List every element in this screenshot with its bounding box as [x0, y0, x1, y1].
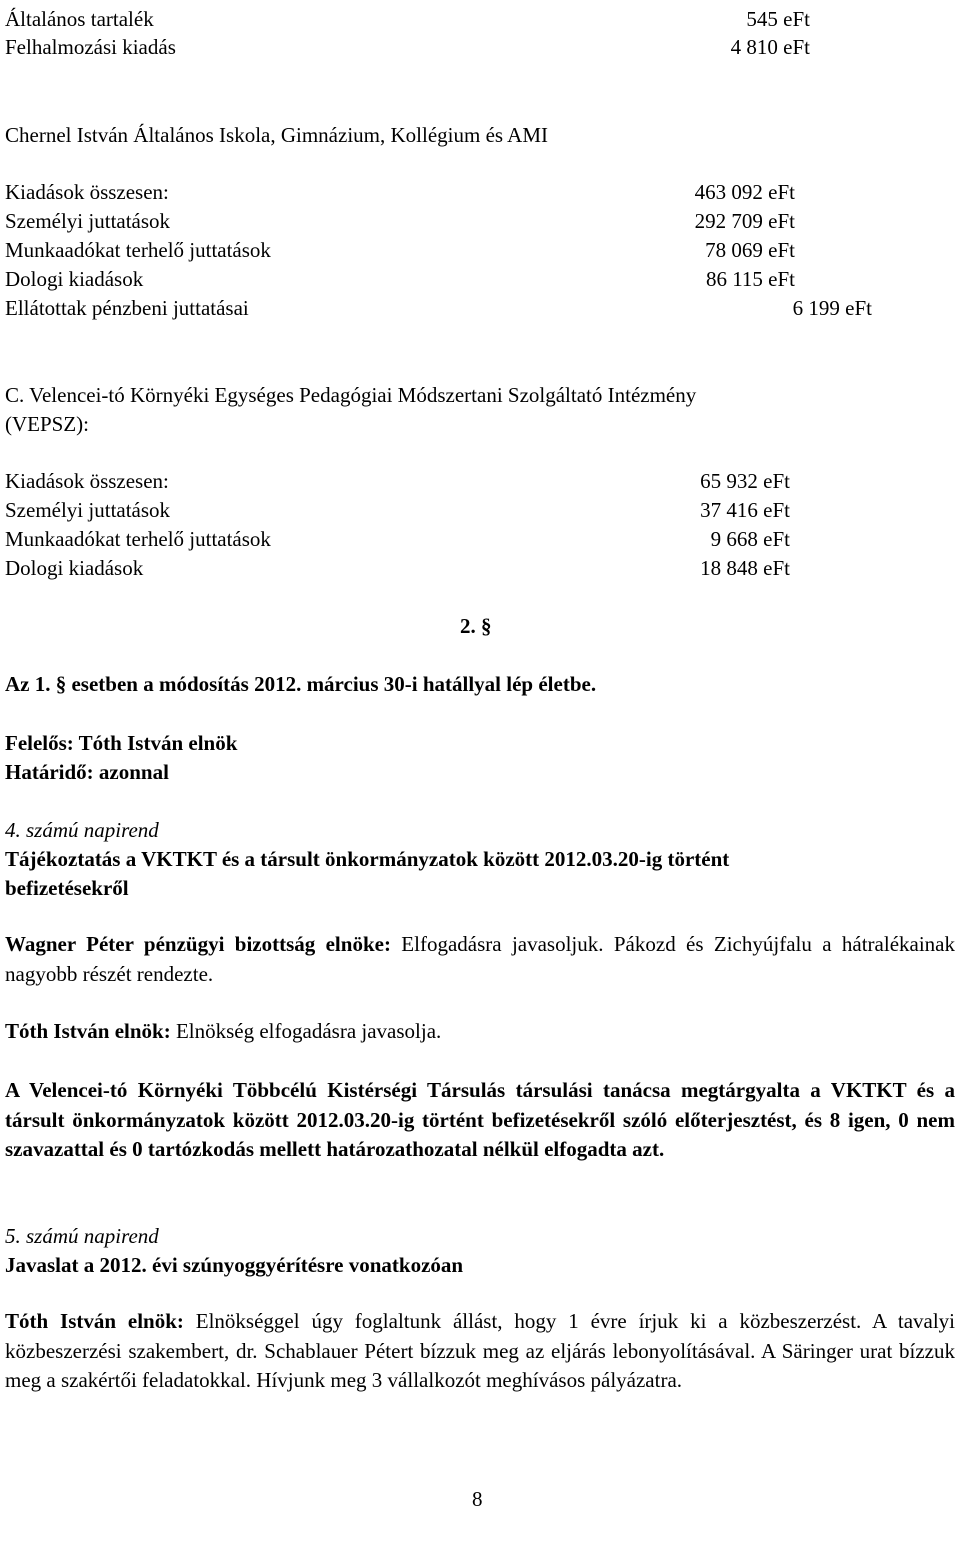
- chernel-row-value: 6 199 eFt: [792, 296, 872, 320]
- vepsz-row-value: 9 668 eFt: [710, 527, 790, 551]
- chernel-row-label: Dologi kiadások: [5, 267, 144, 291]
- chernel-row-value: 292 709 eFt: [694, 209, 795, 233]
- agenda4-title-line2: befizetésekről: [5, 876, 129, 900]
- speaker-text: Elnökséggel úgy foglaltunk állást, hogy 1 évre írjuk ki a közbeszerzést. A tavalyi közbeszerzési szakembert, dr. Schablauer Pétert bízzuk meg az eljárás lebonyolításával. A Säringer urat bízzuk meg a szakértői feladatokkal. Hívjunk meg 3 vállalkozót meghívásos pályázatra.: [5, 1309, 956, 1392]
- deadline: Határidő: azonnal: [5, 760, 169, 784]
- row-value-general-reserve: 545 eFt: [746, 7, 810, 31]
- section-text: Az 1. § esetben a módosítás 2012. március 30-i hatállyal lép életbe.: [5, 672, 597, 696]
- chernel-row-label: Munkaadókat terhelő juttatások: [5, 238, 271, 262]
- responsible-person: Felelős: Tóth István elnök: [5, 731, 238, 755]
- vepsz-row-value: 37 416 eFt: [700, 498, 790, 522]
- row-value-capital-expenditure: 4 810 eFt: [730, 35, 810, 59]
- agenda5-heading: 5. számú napirend: [5, 1224, 159, 1248]
- chernel-row-label: Kiadások összesen:: [5, 180, 169, 204]
- agenda5-toth-paragraph: [5, 1307, 955, 1396]
- chernel-row-value: 463 092 eFt: [694, 180, 795, 204]
- chernel-row-value: 78 069 eFt: [705, 238, 795, 262]
- section-number: 2. §: [460, 614, 492, 638]
- row-label-general-reserve: Általános tartalék: [5, 7, 154, 31]
- chernel-row-value: 86 115 eFt: [705, 267, 795, 291]
- vepsz-title-line1: C. Velencei-tó Környéki Egységes Pedagógiai Módszertani Szolgáltató Intézmény: [5, 383, 697, 407]
- speaker-name: Tóth István elnök:: [5, 1309, 184, 1333]
- agenda4-wagner-paragraph: [5, 930, 955, 989]
- speaker-text: Elnökség elfogadásra javasolja.: [170, 1019, 442, 1043]
- vepsz-title-line2: (VEPSZ):: [5, 412, 89, 436]
- chernel-row-label: Személyi juttatások: [5, 209, 171, 233]
- chernel-row-label: Ellátottak pénzbeni juttatásai: [5, 296, 249, 320]
- vepsz-row-label: Munkaadókat terhelő juttatások: [5, 527, 271, 551]
- agenda4-resolution: [5, 1076, 955, 1165]
- vepsz-row-label: Személyi juttatások: [5, 498, 171, 522]
- vepsz-row-label: Kiadások összesen:: [5, 469, 169, 493]
- speaker-name: Tóth István elnök:: [5, 1019, 171, 1043]
- agenda5-title: Javaslat a 2012. évi szúnyoggyérítésre vonatkozóan: [5, 1253, 464, 1277]
- agenda4-title-line1: Tájékoztatás a VKTKT és a társult önkormányzatok között 2012.03.20-ig történt: [5, 847, 730, 871]
- agenda4-heading: 4. számú napirend: [5, 818, 159, 842]
- page-number: 8: [472, 1487, 483, 1511]
- vepsz-row-label: Dologi kiadások: [5, 556, 144, 580]
- resolution-text: A Velencei-tó Környéki Többcélú Kistérségi Társulás társulási tanácsa megtárgyalta a VKTKT és a társult önkormányzatok között 2012.03.20-ig történt befizetésekről szóló előterjesztést, és 8 igen, 0 nem szavazattal és 0 tartózkodás mellett határozathozatal nélkül elfogadta azt.: [5, 1078, 955, 1161]
- vepsz-row-value: 65 932 eFt: [700, 469, 790, 493]
- chernel-title: Chernel István Általános Iskola, Gimnázium, Kollégium és AMI: [5, 123, 548, 147]
- agenda4-toth-paragraph: [5, 1017, 955, 1047]
- speaker-text: Elfogadásra javasoljuk. Pákozd és Zichyújfalu a hátralékainak nagyobb részét rendezte.: [5, 932, 955, 986]
- row-label-capital-expenditure: Felhalmozási kiadás: [5, 35, 176, 59]
- vepsz-row-value: 18 848 eFt: [700, 556, 790, 580]
- speaker-name: Wagner Péter pénzügyi bizottság elnöke:: [5, 932, 391, 956]
